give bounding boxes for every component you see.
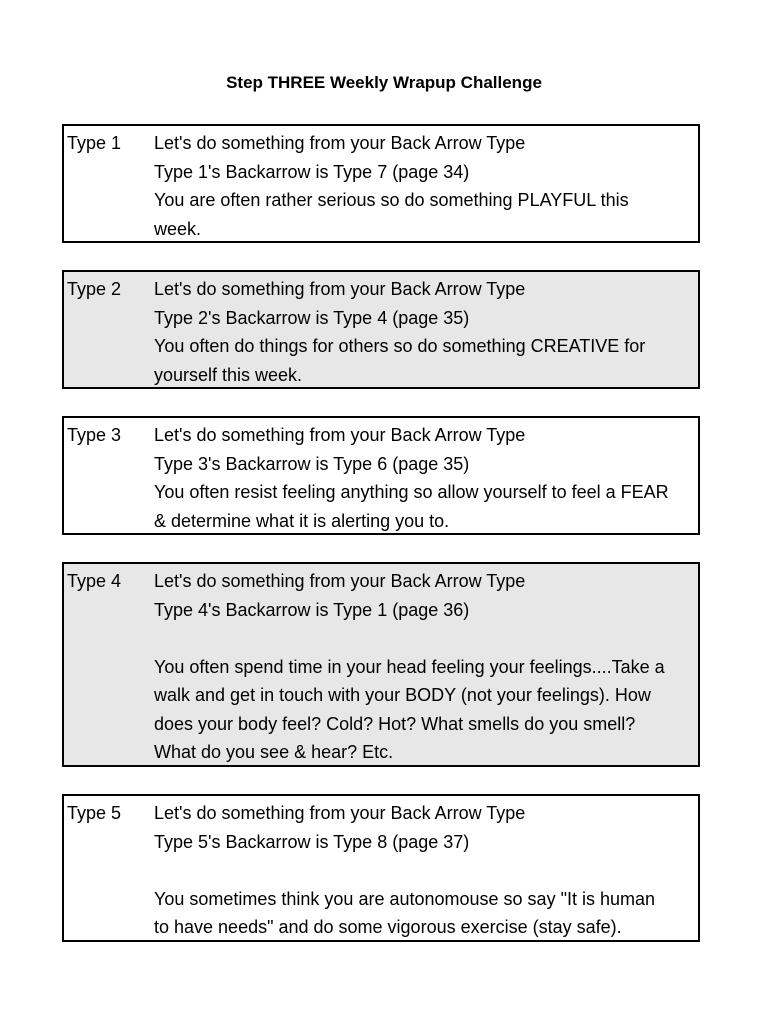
type-3-line-backarrow: Type 3's Backarrow is Type 6 (page 35) [154, 453, 470, 474]
type-2-line-backarrow: Type 2's Backarrow is Type 4 (page 35) [154, 307, 470, 328]
type-3-line-advice-1: You often resist feeling anything so allow yourself to feel a FEAR [154, 482, 669, 502]
type-4-blank-line [154, 624, 702, 653]
type-3-content [154, 421, 702, 535]
type-4-line-advice-2: walk and get in touch with your BODY (not your feelings). How [154, 685, 651, 705]
type-5-label: Type 5 [67, 803, 122, 823]
type-1-line-intro: Let's do something from your Back Arrow Type [154, 133, 526, 153]
type-4-line-backarrow: Type 4's Backarrow is Type 1 (page 36) [154, 599, 470, 620]
type-5-box [62, 794, 700, 942]
type-2-line-intro: Let's do something from your Back Arrow Type [154, 279, 526, 299]
type-2-label: Type 2 [67, 279, 122, 299]
type-5-blank-line [154, 856, 702, 885]
type-2-box [62, 270, 700, 389]
type-4-box [62, 562, 700, 767]
type-1-box [62, 124, 700, 243]
page-title: Step THREE Weekly Wrapup Challenge [226, 73, 542, 92]
type-5-line-advice-1: You sometimes think you are autonomouse so say "It is human [154, 888, 655, 909]
type-4-content [154, 567, 702, 767]
type-3-box [62, 416, 700, 535]
type-4-label: Type 4 [67, 571, 122, 591]
type-1-line-advice-1: You are often rather serious so do something PLAYFUL this [154, 190, 629, 210]
type-3-label: Type 3 [67, 425, 122, 445]
type-1-line-advice-2: week. [154, 218, 202, 239]
type-2-line-advice-2: yourself this week. [154, 364, 303, 385]
type-5-line-intro: Let's do something from your Back Arrow Type [154, 803, 526, 823]
type-3-line-advice-2: & determine what it is alerting you to. [154, 510, 450, 531]
type-2-line-advice-1: You often do things for others so do something CREATIVE for [154, 336, 646, 356]
type-4-line-advice-1: You often spend time in your head feeling your feelings....Take a [154, 656, 665, 677]
type-2-content [154, 275, 702, 389]
type-4-line-advice-4: What do you see & hear? Etc. [154, 742, 394, 762]
type-5-content [154, 799, 702, 942]
type-1-label: Type 1 [67, 133, 122, 153]
type-5-line-advice-2: to have needs" and do some vigorous exercise (stay safe). [154, 917, 622, 937]
type-4-line-intro: Let's do something from your Back Arrow Type [154, 571, 526, 591]
type-5-line-backarrow: Type 5's Backarrow is Type 8 (page 37) [154, 831, 470, 852]
type-4-line-advice-3: does your body feel? Cold? Hot? What smells do you smell? [154, 713, 636, 734]
type-3-line-intro: Let's do something from your Back Arrow Type [154, 425, 526, 445]
type-1-content [154, 129, 702, 243]
type-1-line-backarrow: Type 1's Backarrow is Type 7 (page 34) [154, 161, 470, 182]
